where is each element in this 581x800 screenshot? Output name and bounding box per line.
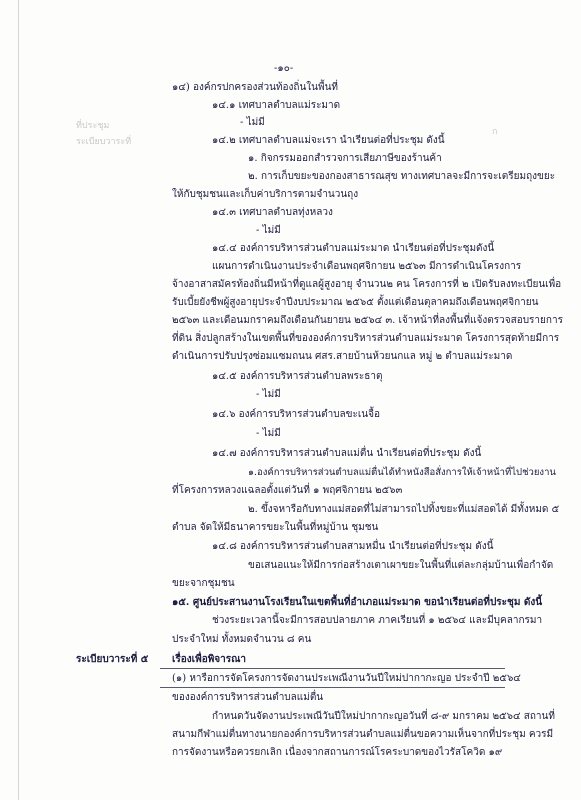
body-line: ที่โครงการหลวงแฉลอตั้งแต่วันที่ ๑ พฤศจิกายน ๒๕๖๓ (172, 485, 403, 496)
body-line: จ้างอาสาสมัครท้องถิ่นมีหน้าที่ดูแลผู้สูงอายุ จำนวน๒ คน โครงการที่ ๒ เปิดรับลงทะเบียนเพื่อ (172, 279, 562, 290)
subsection-heading: ๑๔.๑ เทศบาลตำบลแม่ระมาด (212, 100, 341, 111)
body-line: ประจำใหม่ ทั้งหมดจำนวน ๘ คน (172, 634, 312, 645)
body-line: ช่วงระยะเวลานี้จะมีการสอบปลายภาค ภาคเรียนที่ ๑ ๒๕๖๔ และมีบุคลากรมา (212, 615, 543, 626)
scan-edge (18, 0, 19, 800)
body-line: แผนการดำเนินงานประจำเดือนพฤศจิกายน ๒๕๖๓ มีการดำเนินโครงการ (212, 261, 522, 272)
subsection-heading: ๑๔.๓ เทศบาลตำบลทุ่งหลวง (212, 207, 333, 218)
body-line: ๒. ขึ้งจหารือกับทางแม่สอดที่ไม่สามารถไปทิ้งขยะที่แม่สอดได้ มีทั้งหมด ๕ (248, 504, 560, 515)
bleed-through-text: ระเบียบวาระที่ (76, 137, 132, 147)
body-line: ๒๕๖๓ และเดือนมกราคมถึงเดือนกันยายน ๒๕๖๔ ๓. เจ้าหน้าที่ลงพื้นที่แจ้งตรวจสอบรายการ (172, 315, 563, 326)
body-line: ให้กับชุมชนและเก็บค่าบริการตามจำนวนถุง (172, 189, 359, 200)
bleed-through-text: ก (492, 127, 498, 137)
subsection-heading: ๑๔.๒ เทศบาลตำบลแม่จะเรา นำเรียนต่อที่ประชุม ดังนี้ (212, 135, 445, 146)
subsection-heading: ๑๔.๘ องค์การบริหารส่วนตำบลสามหมื่น นำเรียนต่อที่ประชุม ดังนี้ (212, 541, 494, 552)
body-line: ที่ดิน สิ่งปลูกสร้างในเขตพื้นที่ขององค์การบริหารส่วนตำบลแม่ระมาด โครงการสุดท้ายมีการ (172, 333, 560, 344)
body-line: ตำบล จัดให้มีธนาคารขยะในพื้นที่หมู่บ้าน ชุมชน (172, 522, 379, 533)
subsection-heading: ๑๔.๖ องค์การบริหารส่วนตำบลขะเนจื้อ (212, 409, 381, 420)
body-line: - ไม่มี (256, 389, 281, 400)
body-line: สนามกีฬาแม่ตื่นทางนายกองค์การบริหารส่วนตำบลแม่ตื่นขอความเห็นจากที่ประชุม ควรมี (172, 729, 554, 740)
agenda-title: เรื่องเพื่อพิจารณา (172, 654, 247, 665)
agenda-item-label: ระเบียบวาระที่ ๕ (76, 654, 149, 665)
subsection-heading: ๑๔.๗ องค์การบริหารส่วนตำบลแม่ตื่น นำเรียนต่อที่ประชุม ดังนี้ (212, 448, 482, 459)
section-heading: ๑๕. ศูนย์ประสานงานโรงเรียนในเขตพื้นที่อำเภอแม่ระมาด ขอนำเรียนต่อที่ประชุม ดังนี้ (172, 597, 543, 608)
body-line: ๑. กิจกรรมออกสำรวจการเสียภาษีของร้านค้า (248, 153, 442, 164)
table-rule (160, 687, 505, 688)
subsection-heading: ๑๔.๔ องค์การบริหารส่วนตำบลแม่ระมาด นำเรียนต่อที่ประชุมดังนี้ (212, 243, 495, 254)
bleed-through-text: ที่ประชุม (76, 121, 110, 131)
body-line: - ไม่มี (256, 225, 281, 236)
page-number: -๑๐- (274, 63, 294, 74)
body-line: รับเบี้ยยังชีพผู้สูงอายุประจำปีงบประมาณ ๒๕๖๕ ตั้งแต่เดือนตุลาคมถึงเดือนพฤศจิกายน (172, 297, 539, 308)
section-heading: ๑๔) องค์กรปกครองส่วนท้องถิ่นในพื้นที่ (172, 82, 339, 93)
body-line: ขององค์การบริหารส่วนตำบลแม่ตื่น (172, 692, 324, 703)
agenda-item: (๑) หารือการจัดโครงการจัดงานประเพณีงานวันปีใหม่ปากากะญอ ประจำปี ๒๕๖๔ (172, 673, 521, 684)
body-line: ขอเสนอแนะให้มีการก่อสร้างเตาเผาขยะในพื้นที่แต่ละกลุ่มบ้านเพื่อกำจัด (248, 560, 554, 571)
body-line: ๑.องค์การบริหารส่วนตำบลแม่ตื่นได้ทำหนังสือสั่งการให้เจ้าหน้าที่ไปช่วยงาน (248, 467, 556, 478)
body-line: ขยะจากชุมชน (172, 578, 235, 589)
body-line: - ไม่มี (240, 117, 265, 128)
body-line: ๒. การเก็บขยะของกองสาธารณสุข ทางเทศบาลจะมีการจะเตรียมถุงขยะ (248, 171, 556, 182)
subsection-heading: ๑๔.๕ องค์การบริหารส่วนตำบลพระธาตุ (212, 371, 383, 382)
body-line: กำหนดวันจัดงานประเพณีวันปีใหม่ปากากะญอวันที่ ๘-๙ มกราคม ๒๕๖๔ สถานที่ (212, 711, 555, 722)
body-line: การจัดงานหรือควรยกเลิก เนื่องจากสถานการณ์โรคระบาดของไวรัสโควิด ๑๙ (172, 747, 503, 758)
table-rule (160, 668, 505, 669)
body-line: ดำเนินการปรับปรุงซ่อมแซมถนน ศสร.สายบ้านห้วยนกแล หมู่ ๒ ตำบลแม่ระมาด (172, 351, 513, 362)
body-line: - ไม่มี (256, 428, 281, 439)
